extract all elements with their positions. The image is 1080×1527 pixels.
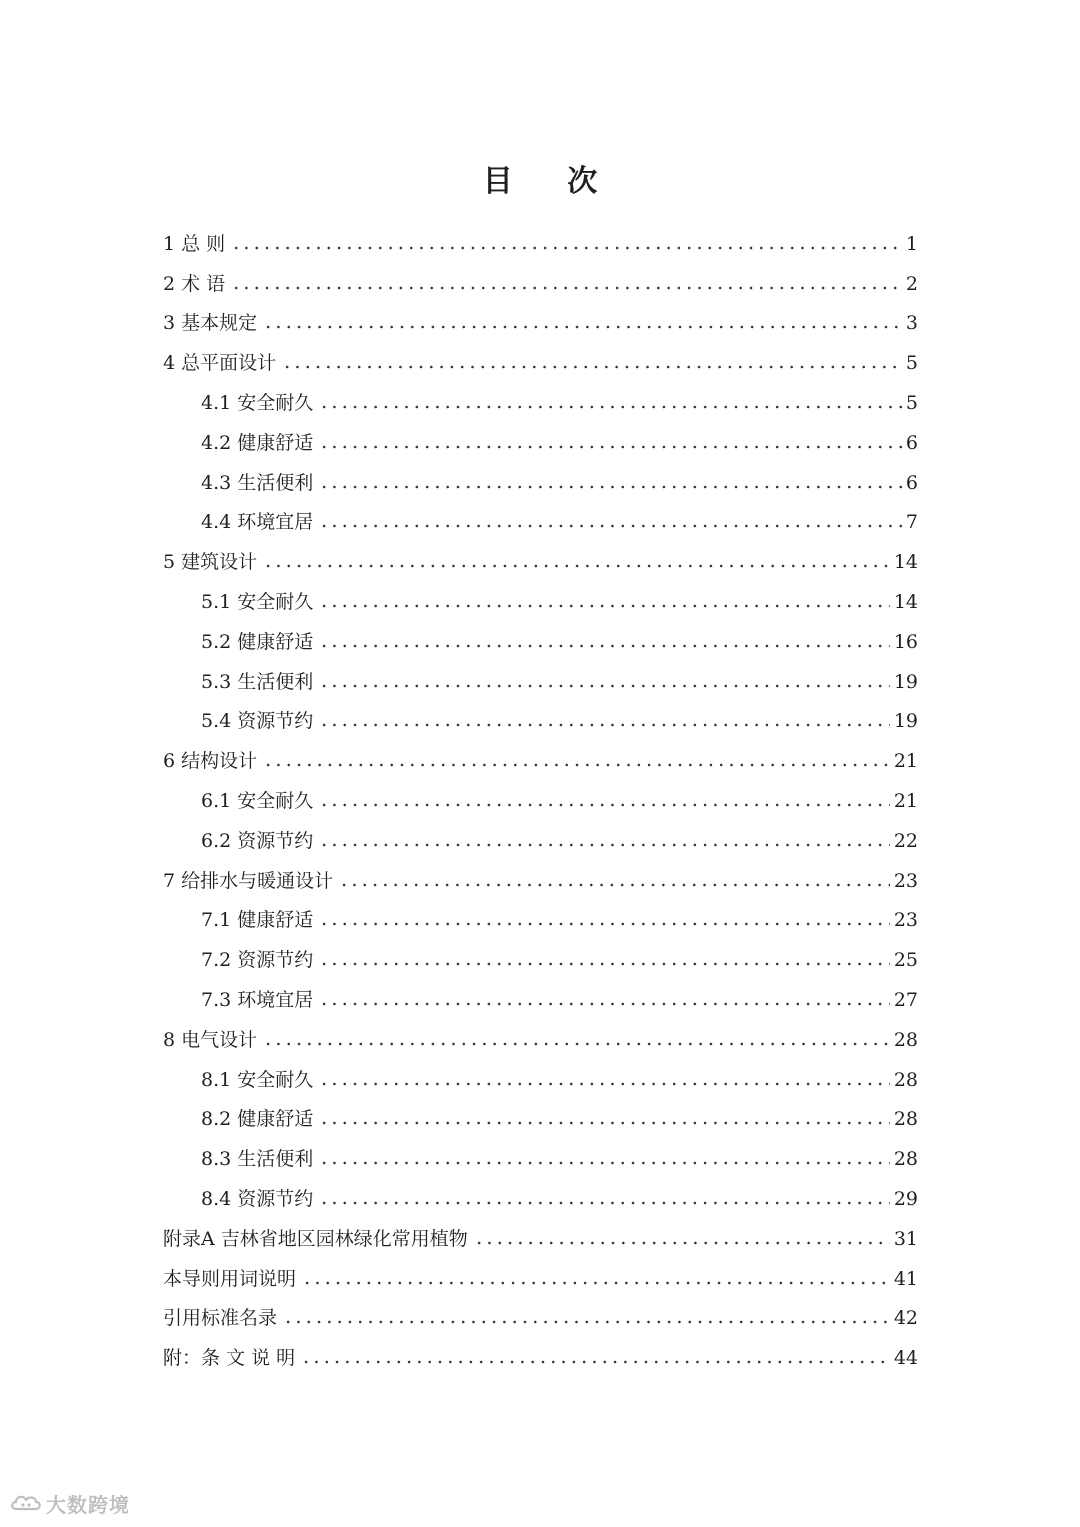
toc-entry-label: 2 术 语	[163, 272, 226, 295]
toc-entry-page-number: 28	[893, 1108, 918, 1131]
toc-entry-page-number: 16	[893, 630, 918, 653]
toc-entry[interactable]	[163, 1330, 918, 1370]
toc-entry-label: 7.1 健康舒适	[201, 909, 314, 932]
toc-entry-page-number: 2	[905, 272, 918, 295]
dot-leader	[319, 921, 890, 927]
dot-leader	[319, 722, 890, 728]
toc-entry[interactable]	[163, 1052, 918, 1092]
watermark-text: 大数跨境	[46, 1492, 130, 1517]
toc-entry-label: 4.1 安全耐久	[201, 391, 314, 414]
toc-entry[interactable]	[163, 932, 918, 972]
toc-entry-page-number: 6	[905, 431, 918, 454]
table-of-contents	[163, 216, 918, 1370]
toc-entry-page-number: 1	[905, 232, 918, 255]
toc-entry[interactable]	[163, 1251, 918, 1291]
toc-entry-page-number: 5	[905, 391, 918, 414]
toc-entry-page-number: 5	[905, 352, 918, 375]
toc-entry-label: 4.3 生活便利	[201, 471, 314, 494]
dot-leader	[319, 603, 890, 609]
toc-entry-page-number: 27	[893, 988, 918, 1011]
toc-entry-label: 本导则用词说明	[163, 1267, 297, 1290]
toc-entry-label: 8 电气设计	[163, 1028, 258, 1051]
toc-entry[interactable]	[163, 1012, 918, 1052]
toc-entry[interactable]	[163, 574, 918, 614]
toc-entry-page-number: 42	[893, 1307, 918, 1330]
toc-entry-page-number: 3	[905, 312, 918, 335]
dot-leader	[319, 444, 902, 450]
dot-leader	[319, 484, 902, 490]
dot-leader	[339, 882, 890, 888]
dot-leader	[474, 1240, 890, 1246]
toc-entry-label: 3 基本规定	[163, 312, 258, 335]
toc-entry[interactable]	[163, 375, 918, 415]
dot-leader	[319, 1001, 890, 1007]
toc-entry[interactable]	[163, 415, 918, 455]
toc-entry[interactable]	[163, 455, 918, 495]
toc-entry-page-number: 31	[893, 1227, 918, 1250]
dot-leader	[319, 643, 890, 649]
toc-entry[interactable]	[163, 813, 918, 853]
toc-entry-page-number: 28	[893, 1028, 918, 1051]
dot-leader	[263, 762, 890, 768]
toc-entry-label: 5.2 健康舒适	[201, 630, 314, 653]
dot-leader	[283, 1319, 890, 1325]
toc-entry[interactable]	[163, 733, 918, 773]
toc-entry-label: 8.3 生活便利	[201, 1148, 314, 1171]
toc-entry-label: 4.2 健康舒适	[201, 431, 314, 454]
toc-entry-label: 7 给排水与暖通设计	[163, 869, 334, 892]
toc-entry-label: 7.2 资源节约	[201, 949, 314, 972]
toc-entry-label: 1 总 则	[163, 232, 226, 255]
toc-entry-page-number: 28	[893, 1148, 918, 1171]
dot-leader	[282, 364, 902, 370]
toc-entry-label: 5.1 安全耐久	[201, 590, 314, 613]
toc-entry[interactable]	[163, 773, 918, 813]
toc-entry-label: 5.4 资源节约	[201, 710, 314, 733]
page-title: 目 次	[482, 164, 620, 199]
toc-entry-label: 8.1 安全耐久	[201, 1068, 314, 1091]
toc-entry[interactable]	[163, 614, 918, 654]
toc-entry-page-number: 22	[893, 829, 918, 852]
dot-leader	[319, 683, 890, 689]
toc-entry-label: 引用标准名录	[163, 1307, 278, 1330]
toc-entry-label: 4 总平面设计	[163, 352, 277, 375]
toc-entry-label: 7.3 环境宜居	[201, 988, 314, 1011]
toc-entry[interactable]	[163, 534, 918, 574]
watermark	[10, 1488, 130, 1518]
toc-entry-page-number: 41	[893, 1267, 918, 1290]
toc-entry-page-number: 29	[893, 1187, 918, 1210]
toc-entry-page-number: 23	[893, 869, 918, 892]
toc-entry-label: 5.3 生活便利	[201, 670, 314, 693]
dot-leader	[319, 1200, 890, 1206]
toc-entry-page-number: 14	[893, 590, 918, 613]
dot-leader	[263, 324, 902, 330]
dot-leader	[231, 285, 902, 291]
toc-entry[interactable]	[163, 654, 918, 694]
toc-entry[interactable]	[163, 694, 918, 734]
toc-entry-label: 附：条 文 说 明	[163, 1347, 296, 1370]
toc-entry[interactable]	[163, 1131, 918, 1171]
dot-leader	[263, 563, 890, 569]
toc-entry[interactable]	[163, 256, 918, 296]
toc-entry-label: 6.2 资源节约	[201, 829, 314, 852]
dot-leader	[319, 961, 890, 967]
toc-entry[interactable]	[163, 495, 918, 535]
toc-entry-label: 4.4 环境宜居	[201, 511, 314, 534]
toc-entry[interactable]	[163, 853, 918, 893]
dot-leader	[231, 245, 902, 251]
toc-entry[interactable]	[163, 216, 918, 256]
toc-entry-page-number: 21	[893, 789, 918, 812]
dot-leader	[319, 1120, 890, 1126]
toc-entry-label: 8.4 资源节约	[201, 1187, 314, 1210]
dot-leader	[301, 1359, 890, 1365]
toc-entry-page-number: 28	[893, 1068, 918, 1091]
toc-entry[interactable]	[163, 296, 918, 336]
toc-entry-page-number: 19	[893, 670, 918, 693]
toc-entry-page-number: 21	[893, 750, 918, 773]
dot-leader	[302, 1280, 890, 1286]
toc-entry-label: 附录A 吉林省地区园林绿化常用植物	[163, 1227, 468, 1250]
toc-entry-page-number: 6	[905, 471, 918, 494]
toc-entry-label: 6.1 安全耐久	[201, 789, 314, 812]
dot-leader	[319, 1160, 890, 1166]
toc-entry[interactable]	[163, 335, 918, 375]
dot-leader	[319, 523, 902, 529]
dot-leader	[319, 404, 902, 410]
dot-leader	[263, 1041, 890, 1047]
toc-entry[interactable]	[163, 1291, 918, 1331]
toc-entry-page-number: 14	[893, 551, 918, 574]
toc-entry-page-number: 7	[905, 511, 918, 534]
dot-leader	[319, 842, 890, 848]
toc-entry[interactable]	[163, 972, 918, 1012]
toc-entry[interactable]	[163, 893, 918, 933]
toc-entry-page-number: 44	[893, 1347, 918, 1370]
toc-entry-page-number: 19	[893, 710, 918, 733]
toc-entry[interactable]	[163, 1211, 918, 1251]
toc-entry-label: 6 结构设计	[163, 750, 258, 773]
toc-entry-label: 8.2 健康舒适	[201, 1108, 314, 1131]
toc-entry-page-number: 25	[893, 949, 918, 972]
toc-entry-label: 5 建筑设计	[163, 551, 258, 574]
dot-leader	[319, 1081, 890, 1087]
dot-leader	[319, 802, 890, 808]
cloud-logo-icon	[10, 1491, 44, 1515]
toc-entry[interactable]	[163, 1092, 918, 1132]
toc-entry[interactable]	[163, 1171, 918, 1211]
toc-entry-page-number: 23	[893, 909, 918, 932]
